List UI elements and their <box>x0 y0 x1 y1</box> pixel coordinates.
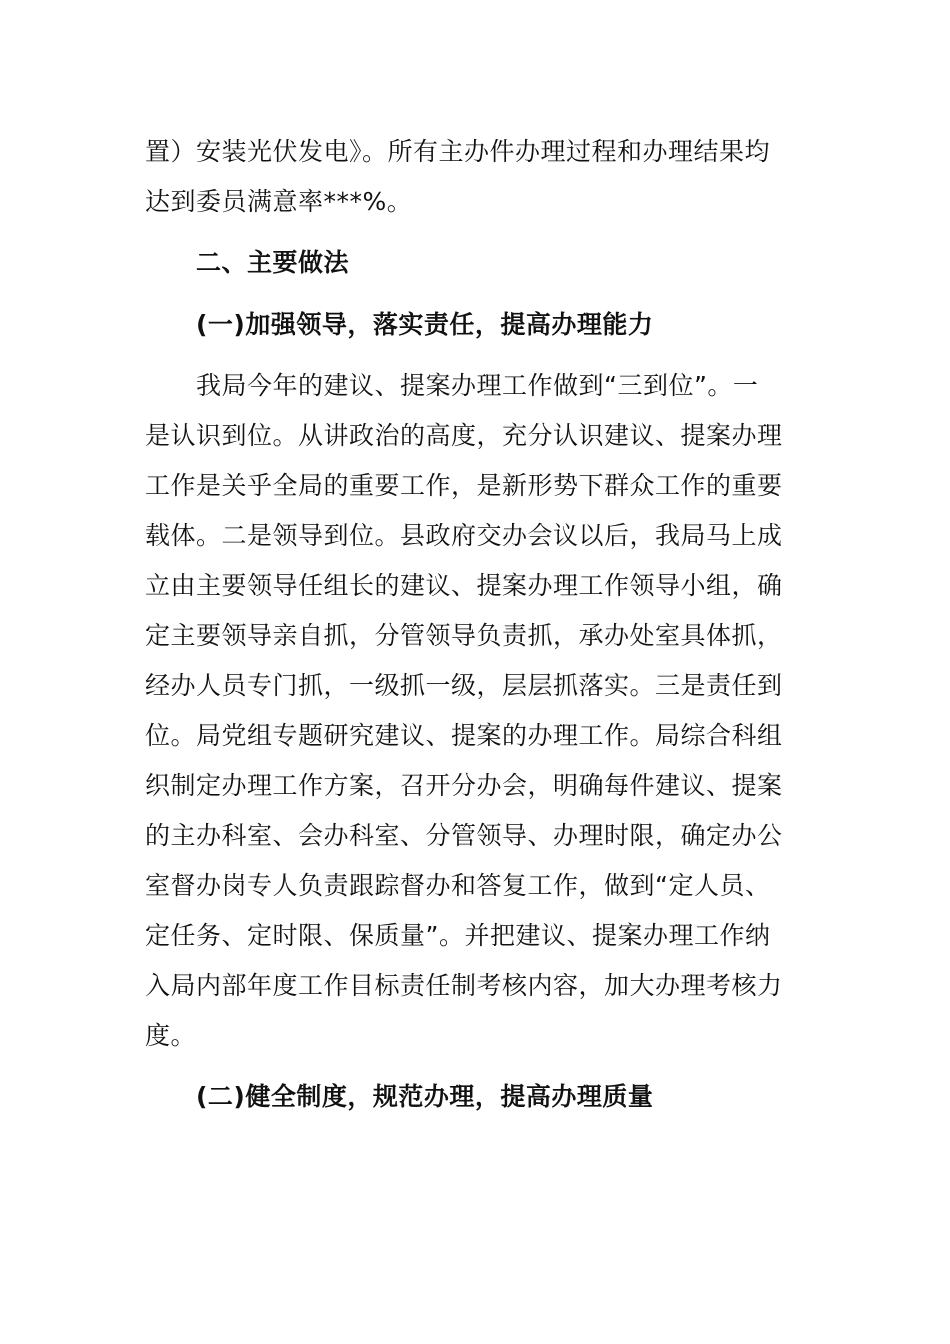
paragraph-line-11: 室督办岗专人负责跟踪督办和答复工作，做到“定人员、 <box>145 871 771 900</box>
paragraph-line-8: 位。局党组专题研究建议、提案的办理工作。局综合科组 <box>145 721 783 750</box>
intro-line-2: 达到委员满意率***%。 <box>145 187 413 216</box>
paragraph-line-4: 载体。二是领导到位。县政府交办会议以后，我局马上成 <box>145 521 783 550</box>
paragraph-line-3: 工作是关乎全局的重要工作，是新形势下群众工作的重要 <box>145 471 783 500</box>
paragraph-line-5: 立由主要领导任组长的建议、提案办理工作领导小组，确 <box>145 571 783 600</box>
subsection-2-title: (二)健全制度，规范办理，提高办理质量 <box>196 1082 654 1111</box>
intro-line-1: 置）安装光伏发电》。所有主办件办理过程和办理结果均 <box>145 137 771 166</box>
paragraph-line-12: 定任务、定时限、保质量”。并把建议、提案办理工作纳 <box>145 921 771 950</box>
paragraph-line-10: 的主办科室、会办科室、分管领导、办理时限，确定办公 <box>145 821 783 850</box>
paragraph-line-14: 度。 <box>145 1021 197 1050</box>
paragraph-line-1: 我局今年的建议、提案办理工作做到“三到位”。一 <box>196 371 759 400</box>
paragraph-line-7: 经办人员专门抓，一级抓一级，层层抓落实。三是责任到 <box>145 671 783 700</box>
paragraph-line-6: 定主要领导亲自抓，分管领导负责抓，承办处室具体抓， <box>145 621 783 650</box>
subsection-1-title: (一)加强领导，落实责任，提高办理能力 <box>196 310 654 339</box>
paragraph-line-13: 入局内部年度工作目标责任制考核内容，加大办理考核力 <box>145 971 783 1000</box>
paragraph-line-2: 是认识到位。从讲政治的高度，充分认识建议、提案办理 <box>145 421 783 450</box>
paragraph-line-9: 织制定办理工作方案，召开分办会，明确每件建议、提案 <box>145 771 783 800</box>
section-title: 二、主要做法 <box>196 248 350 277</box>
